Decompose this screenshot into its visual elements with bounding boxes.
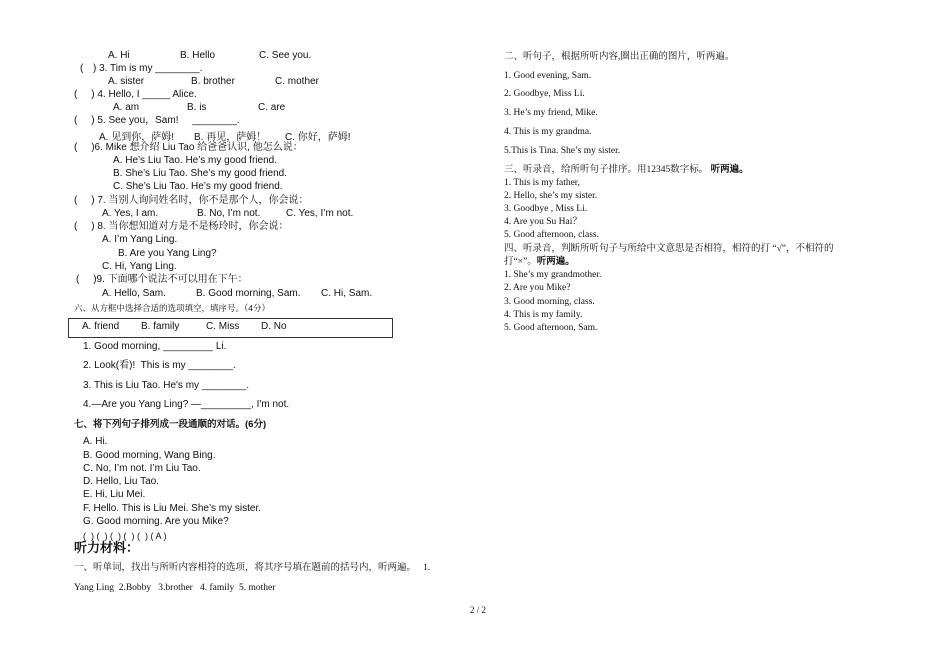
sec7-item-d: D. Hello, Liu Tao. bbox=[83, 476, 159, 487]
word-box-c: C. Miss bbox=[206, 321, 240, 332]
q4-option-b: B. is bbox=[187, 102, 207, 113]
q8-text: ( ) 8. 当你想知道对方是不是杨玲时，你会说： bbox=[74, 221, 289, 232]
sec3-item-2: 2. Hello, she’s my sister. bbox=[504, 191, 598, 201]
sec2-item-4: 4. This is my grandma. bbox=[504, 127, 592, 137]
q7-text: ( ) 7. 当别人询问姓名时，你不是那个人，你会说： bbox=[74, 195, 309, 206]
q8-option-c: C. Hi, Yang Ling. bbox=[102, 261, 177, 272]
sec7-item-c: C. No, I’m not. I’m Liu Tao. bbox=[83, 463, 201, 474]
q4-option-a: A. am bbox=[113, 102, 140, 113]
q6-option-a: A. He’s Liu Tao. He’s my good friend. bbox=[113, 155, 277, 166]
q7-option-b: B. No, I’m not. bbox=[197, 208, 261, 219]
sec7-item-g: G. Good morning. Are you Mike? bbox=[83, 516, 229, 527]
listening-line-2: Yang Ling 2.Bobby 3.brother 4. family 5. mother bbox=[74, 583, 276, 593]
q5-option-c: C. 你好，萨姆! bbox=[285, 132, 351, 143]
sec4-item-3: 3. Good morning, class. bbox=[504, 297, 595, 307]
sec2-item-5: 5.This is Tina. She’s my sister. bbox=[504, 146, 621, 156]
sec7-item-f: F. Hello. This is Liu Mei. She’s my sister. bbox=[83, 503, 262, 514]
q5-option-a: A. 见到你，萨姆! bbox=[99, 132, 175, 143]
word-box bbox=[68, 318, 393, 338]
sec6-item-1: 1. Good morning, _________ Li. bbox=[83, 341, 227, 352]
section4-title-2-bold: 听两遍。 bbox=[536, 257, 575, 267]
section6-title: 六、从方框中选择合适的选项填空，填序号。（4分） bbox=[74, 303, 270, 313]
listening-title: 听力材料： bbox=[74, 540, 140, 555]
sec6-item-4: 4.—Are you Yang Ling? —_________, I'm not. bbox=[83, 399, 290, 410]
q6-option-b: B. She’s Liu Tao. She’s my good friend. bbox=[113, 168, 287, 179]
q7-option-a: A. Yes, I am. bbox=[102, 208, 159, 219]
section3-title-bold: 听两遍。 bbox=[710, 165, 749, 175]
q9-option-c: C. Hi, Sam. bbox=[321, 288, 373, 299]
sec4-item-2: 2. Are you Mike? bbox=[504, 283, 571, 293]
sec6-item-3: 3. This is Liu Tao. He's my ________. bbox=[83, 380, 250, 391]
sec2-item-3: 3. He’s my friend, Mike. bbox=[504, 108, 598, 118]
sec3-item-1: 1. This is my father, bbox=[504, 178, 580, 188]
section4-title: 四、听录音，判断所听句子与所给中文意思是否相符，相符的打 “√”，不相符的 bbox=[504, 244, 834, 254]
section3-title-text: 三、听录音，给所听句子排序。用12345数字标。 bbox=[504, 165, 709, 175]
listening-line-1: 一、听单词，找出与所听内容相符的选项，将其序号填在题前的括号内，听两遍。 1. bbox=[74, 563, 431, 573]
q3-text: ) 3. Tim is my ________. bbox=[93, 63, 203, 74]
section4-title-2-text: 打“×”。 bbox=[504, 257, 537, 267]
section4-title-2 bbox=[504, 256, 575, 268]
q3-paren: ( bbox=[80, 63, 84, 74]
sec6-item-2: 2. Look(看)! This is my ________. bbox=[83, 360, 236, 371]
q4-text: ( ) 4. Hello, I _____ Alice. bbox=[74, 89, 197, 100]
sec7-item-a: A. Hi. bbox=[83, 436, 108, 447]
q5-option-b: B. 再见，萨姆！ bbox=[194, 132, 267, 143]
q3-option-c: C. mother bbox=[275, 76, 319, 87]
sec3-item-5: 5. Good afternoon, class. bbox=[504, 230, 599, 240]
sec4-item-1: 1. She’s my grandmother. bbox=[504, 270, 602, 280]
q7-option-c: C. Yes, I’m not. bbox=[286, 208, 354, 219]
sec7-item-b: B. Good morning, Wang Bing. bbox=[83, 450, 216, 461]
q9-text: ( )9. 下面哪个说法不可以用在下午： bbox=[76, 274, 248, 285]
q2-option-c: C. See you. bbox=[259, 50, 312, 61]
section2-title: 二、听句子，根据所听内容,圈出正确的图片，听两遍。 bbox=[504, 52, 735, 62]
sec2-item-1: 1. Good evening, Sam. bbox=[504, 71, 592, 81]
sec7-item-e: E. Hi, Liu Mei. bbox=[83, 489, 146, 500]
page-number: 2 / 2 bbox=[470, 605, 487, 615]
q8-option-a: A. I’m Yang Ling. bbox=[102, 234, 178, 245]
q9-option-b: B. Good morning, Sam. bbox=[196, 288, 301, 299]
q3-option-b: B. brother bbox=[191, 76, 235, 87]
sec4-item-4: 4. This is my family. bbox=[504, 310, 583, 320]
q2-option-b: B. Hello bbox=[180, 50, 216, 61]
q8-option-b: B. Are you Yang Ling? bbox=[118, 248, 217, 259]
q5-text: ( ) 5. See you，Sam! ________. bbox=[74, 115, 240, 126]
word-box-d: D. No bbox=[261, 321, 287, 332]
section3-title bbox=[504, 164, 749, 176]
q3-option-a: A. sister bbox=[108, 76, 145, 87]
sec2-item-2: 2. Goodbye, Miss Li. bbox=[504, 89, 585, 99]
sec3-item-4: 4. Are you Su Hai？ bbox=[504, 217, 582, 227]
q9-option-a: A. Hello, Sam. bbox=[102, 288, 166, 299]
word-box-a: A. friend bbox=[82, 321, 120, 332]
sec4-item-5: 5. Good afternoon, Sam. bbox=[504, 323, 598, 333]
word-box-b: B. family bbox=[141, 321, 180, 332]
sec7-answer-row: ( ) ( ) ( ) ( ) ( ) ( A ) bbox=[83, 531, 167, 541]
sec3-item-3: 3. Goodbye , Miss Li. bbox=[504, 204, 588, 214]
q2-option-a: A. Hi bbox=[108, 50, 130, 61]
q4-option-c: C. are bbox=[258, 102, 286, 113]
q6-option-c: C. She’s Liu Tao. He’s my good friend. bbox=[113, 181, 283, 192]
q6-text: ( )6. Mike 想介绍 Liu Tao 给爸爸认识, 他怎么说： bbox=[74, 142, 303, 153]
section7-title: 七、将下列句子排列成一段通顺的对话。(6分) bbox=[74, 419, 267, 430]
